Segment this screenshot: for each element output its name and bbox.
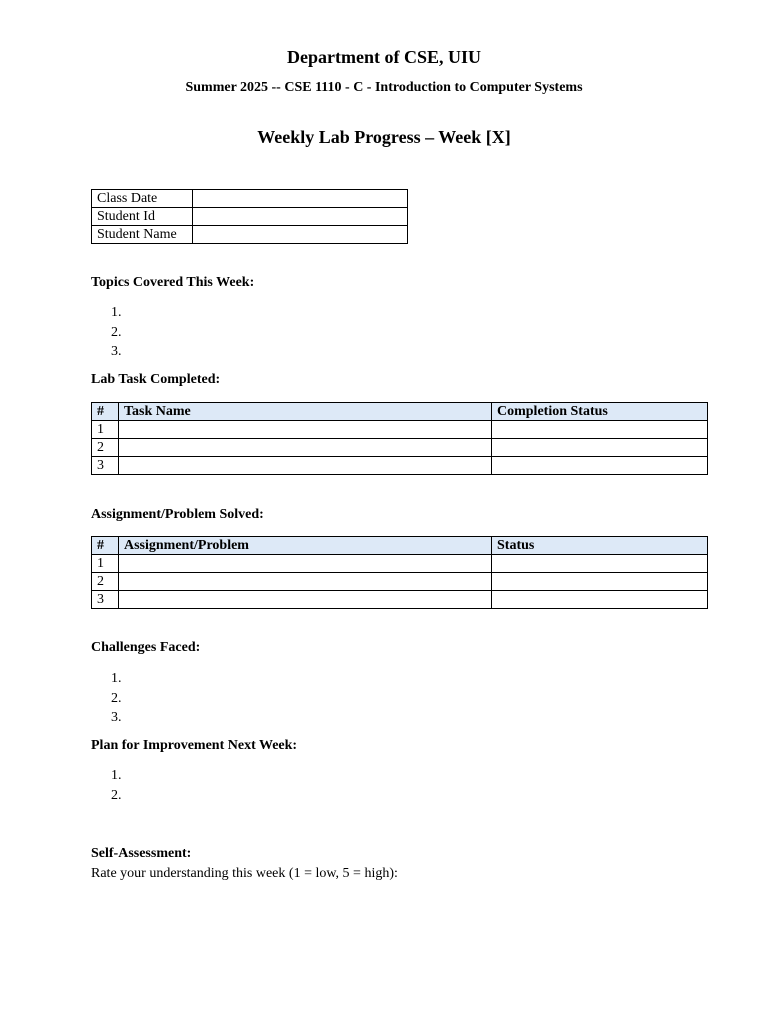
lab-tasks-table	[91, 402, 708, 475]
task-name-cell[interactable]	[119, 421, 492, 439]
column-header: #	[92, 403, 119, 421]
lab-tasks-heading: Lab Task Completed:	[91, 372, 221, 387]
student-id-label: Student Id	[92, 208, 193, 226]
info-row-student-name	[92, 226, 408, 244]
topics-heading: Topics Covered This Week:	[91, 275, 255, 290]
column-header: Status	[492, 537, 708, 555]
table-row	[92, 439, 708, 457]
challenges-heading: Challenges Faced:	[91, 640, 201, 655]
status-cell[interactable]	[492, 591, 708, 609]
completion-status-cell[interactable]	[492, 421, 708, 439]
table-row	[92, 555, 708, 573]
row-number: 3	[92, 591, 119, 609]
course-title: Summer 2025 -- CSE 1110 - C - Introduction to Computer Systems	[185, 80, 583, 95]
completion-status-cell[interactable]	[492, 457, 708, 475]
table-row	[92, 457, 708, 475]
row-number: 1	[92, 555, 119, 573]
table-header-row	[92, 403, 708, 421]
plan-heading: Plan for Improvement Next Week:	[91, 738, 298, 753]
self-assessment-heading: Self-Assessment:	[91, 846, 192, 861]
column-header: #	[92, 537, 119, 555]
class-date-field[interactable]	[193, 190, 408, 208]
info-row-student-id	[92, 208, 408, 226]
assignment-cell[interactable]	[119, 555, 492, 573]
class-date-label: Class Date	[92, 190, 193, 208]
column-header: Assignment/Problem	[119, 537, 492, 555]
student-name-field[interactable]	[193, 226, 408, 244]
info-row-class-date	[92, 190, 408, 208]
row-number: 2	[92, 573, 119, 591]
assignments-table	[91, 536, 708, 609]
table-row	[92, 591, 708, 609]
status-cell[interactable]	[492, 555, 708, 573]
row-number: 1	[92, 421, 119, 439]
assignment-cell[interactable]	[119, 591, 492, 609]
assignment-cell[interactable]	[119, 573, 492, 591]
row-number: 3	[92, 457, 119, 475]
self-assessment-prompt: Rate your understanding this week (1 = low, 5 = high):	[91, 866, 398, 881]
plan-list	[91, 766, 125, 805]
task-name-cell[interactable]	[119, 439, 492, 457]
task-name-cell[interactable]	[119, 457, 492, 475]
department-title: Department of CSE, UIU	[287, 47, 481, 67]
table-row	[92, 421, 708, 439]
week-title: Weekly Lab Progress – Week [X]	[257, 127, 511, 147]
topics-list	[91, 303, 125, 362]
table-row	[92, 573, 708, 591]
row-number: 2	[92, 439, 119, 457]
status-cell[interactable]	[492, 573, 708, 591]
challenges-list	[91, 669, 125, 728]
column-header: Completion Status	[492, 403, 708, 421]
completion-status-cell[interactable]	[492, 439, 708, 457]
table-header-row	[92, 537, 708, 555]
student-id-field[interactable]	[193, 208, 408, 226]
student-info-table	[91, 189, 408, 244]
column-header: Task Name	[119, 403, 492, 421]
student-name-label: Student Name	[92, 226, 193, 244]
assignments-heading: Assignment/Problem Solved:	[91, 507, 264, 522]
